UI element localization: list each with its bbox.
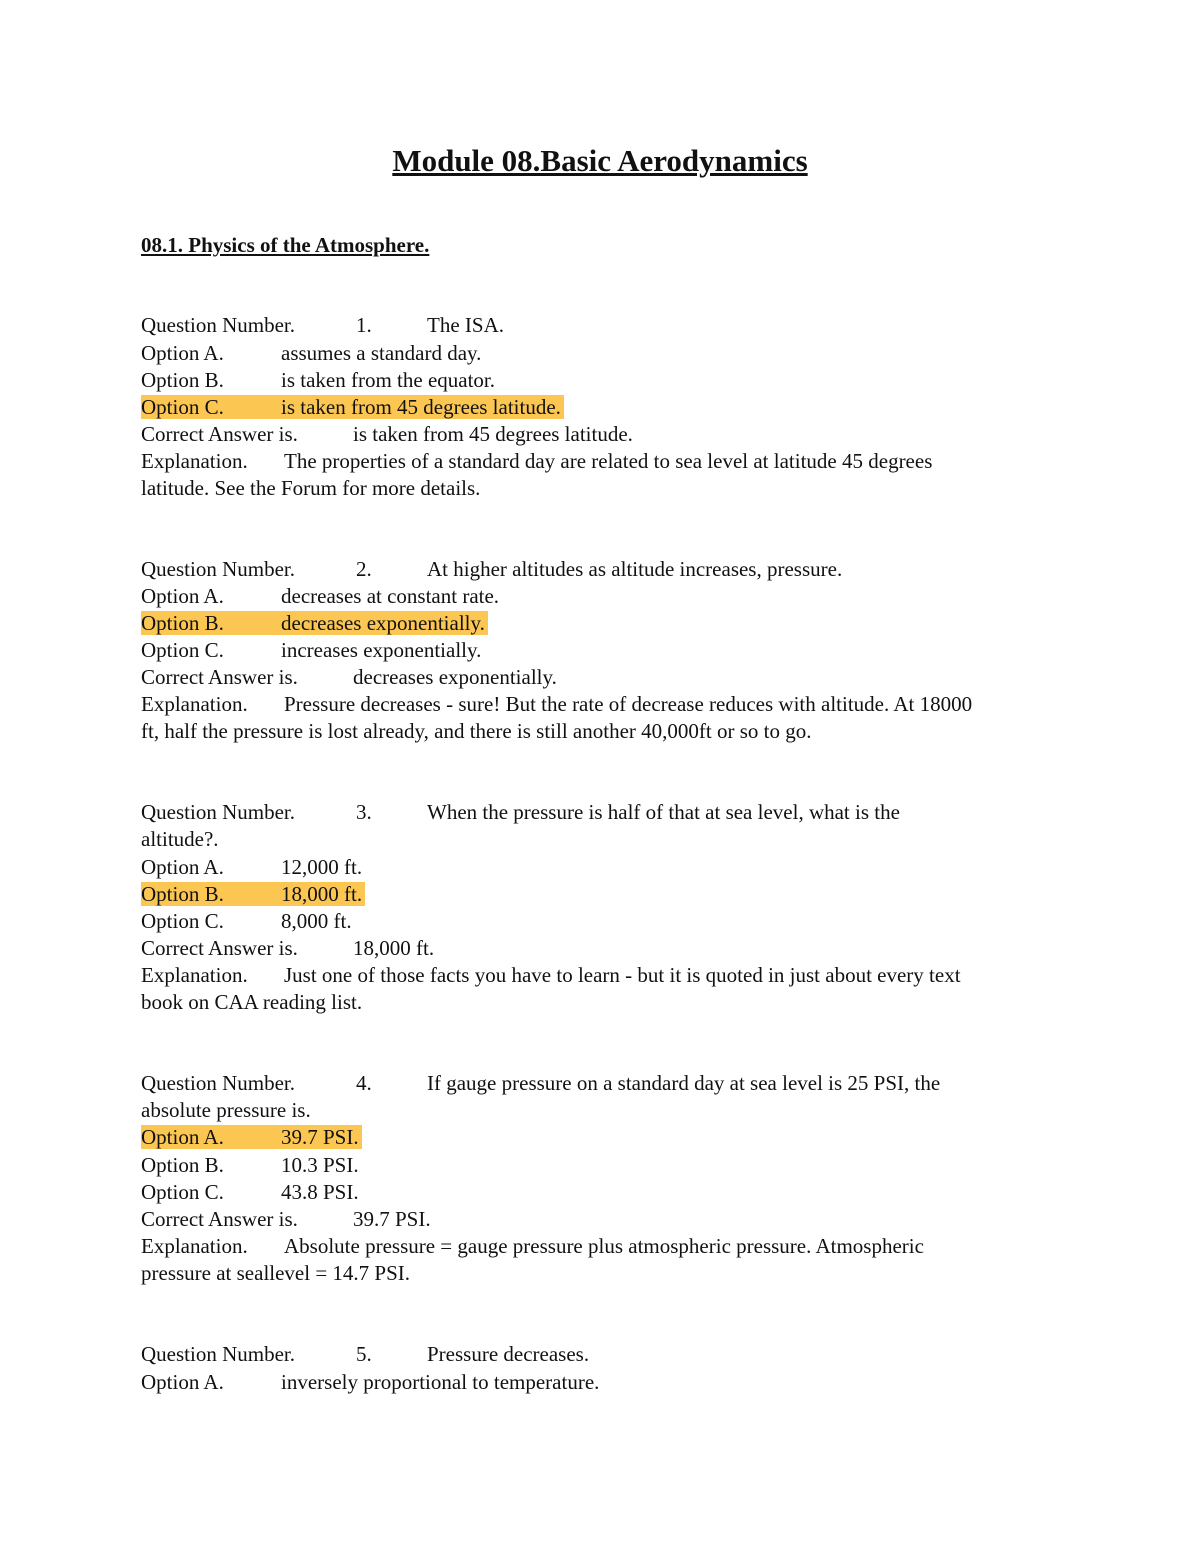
question-label: Question Number. <box>141 557 295 581</box>
answer-label: Correct Answer is. <box>141 1207 298 1231</box>
question-line <box>141 1070 940 1097</box>
answer-text: 18,000 ft. <box>353 936 435 960</box>
option-b <box>141 1152 359 1179</box>
option-a <box>141 340 481 367</box>
question-line <box>141 799 900 826</box>
explanation-text: The properties of a standard day are related to sea level at latitude 45 degrees <box>284 449 933 473</box>
explanation-text: Pressure decreases - sure! But the rate of decrease reduces with altitude. At 18000 <box>284 692 973 716</box>
answer-text: is taken from 45 degrees latitude. <box>353 422 633 446</box>
question-text-continued: altitude?. <box>141 827 219 851</box>
question-text: The ISA. <box>427 313 504 337</box>
option-text: is taken from the equator. <box>281 368 496 392</box>
option-label: Option B. <box>141 611 224 635</box>
answer-label: Correct Answer is. <box>141 936 298 960</box>
option-c <box>141 908 352 935</box>
explanation-text: Just one of those facts you have to learn - but it is quoted in just about every text <box>284 963 961 987</box>
option-text: 43.8 PSI. <box>281 1180 359 1204</box>
option-a-highlighted <box>141 1124 362 1151</box>
explanation-label: Explanation. <box>141 963 248 987</box>
option-c-highlighted <box>141 394 564 421</box>
option-label: Option A. <box>141 1370 224 1394</box>
answer-text: 39.7 PSI. <box>353 1207 431 1231</box>
correct-answer <box>141 1206 431 1233</box>
option-label: Option C. <box>141 909 224 933</box>
question-line <box>141 556 842 583</box>
correct-option-highlight <box>141 882 365 906</box>
section-heading: 08.1. Physics of the Atmosphere. <box>141 233 430 257</box>
option-label: Option A. <box>141 341 224 365</box>
question-text-continued: absolute pressure is. <box>141 1098 311 1122</box>
option-label: Option B. <box>141 882 224 906</box>
explanation-continued: pressure at seallevel = 14.7 PSI. <box>141 1261 411 1285</box>
question-label: Question Number. <box>141 800 295 824</box>
explanation-continued: ft, half the pressure is lost already, and there is still another 40,000ft or so to go. <box>141 719 812 743</box>
explanation-label: Explanation. <box>141 449 248 473</box>
answer-label: Correct Answer is. <box>141 422 298 446</box>
option-text: decreases at constant rate. <box>281 584 500 608</box>
correct-option-highlight <box>141 395 564 419</box>
option-text: 18,000 ft. <box>281 882 363 906</box>
explanation-label: Explanation. <box>141 1234 248 1258</box>
option-b <box>141 367 495 394</box>
question-label: Question Number. <box>141 1071 295 1095</box>
option-text: decreases exponentially. <box>281 611 485 635</box>
option-label: Option A. <box>141 855 224 879</box>
correct-answer <box>141 935 434 962</box>
option-a <box>141 583 499 610</box>
option-text: 12,000 ft. <box>281 855 363 879</box>
question-number: 3. <box>356 800 372 824</box>
explanation <box>141 691 972 718</box>
option-a <box>141 854 362 881</box>
question-line <box>141 1341 589 1368</box>
question-number: 5. <box>356 1342 372 1366</box>
explanation <box>141 1233 924 1260</box>
option-c <box>141 1179 359 1206</box>
question-text: At higher altitudes as altitude increases, pressure. <box>427 557 843 581</box>
option-label: Option A. <box>141 1125 224 1149</box>
question-number: 2. <box>356 557 372 581</box>
option-c <box>141 637 481 664</box>
question-label: Question Number. <box>141 313 295 337</box>
correct-answer <box>141 664 557 691</box>
question-text: When the pressure is half of that at sea level, what is the <box>427 800 900 824</box>
explanation-label: Explanation. <box>141 692 248 716</box>
correct-option-highlight <box>141 611 488 635</box>
page-title: Module 08.Basic Aerodynamics <box>392 143 808 178</box>
explanation <box>141 962 961 989</box>
correct-option-highlight <box>141 1125 362 1149</box>
answer-label: Correct Answer is. <box>141 665 298 689</box>
option-label: Option B. <box>141 1153 224 1177</box>
option-label: Option B. <box>141 368 224 392</box>
correct-answer <box>141 421 633 448</box>
question-line <box>141 312 504 339</box>
option-label: Option C. <box>141 638 224 662</box>
option-label: Option C. <box>141 1180 224 1204</box>
question-text: Pressure decreases. <box>427 1342 590 1366</box>
option-b-highlighted <box>141 610 488 637</box>
option-label: Option C. <box>141 395 224 419</box>
option-text: increases exponentially. <box>281 638 482 662</box>
option-text: assumes a standard day. <box>281 341 482 365</box>
option-text: is taken from 45 degrees latitude. <box>281 395 561 419</box>
option-a <box>141 1369 599 1396</box>
question-text: If gauge pressure on a standard day at sea level is 25 PSI, the <box>427 1071 941 1095</box>
question-number: 1. <box>356 313 372 337</box>
explanation-continued: latitude. See the Forum for more details. <box>141 476 481 500</box>
option-text: 8,000 ft. <box>281 909 352 933</box>
option-b-highlighted <box>141 881 365 908</box>
explanation <box>141 448 932 475</box>
explanation-text: Absolute pressure = gauge pressure plus atmospheric pressure. Atmospheric <box>284 1234 924 1258</box>
answer-text: decreases exponentially. <box>353 665 557 689</box>
option-text: 10.3 PSI. <box>281 1153 359 1177</box>
option-label: Option A. <box>141 584 224 608</box>
option-text: 39.7 PSI. <box>281 1125 359 1149</box>
question-number: 4. <box>356 1071 372 1095</box>
option-text: inversely proportional to temperature. <box>281 1370 600 1394</box>
question-label: Question Number. <box>141 1342 295 1366</box>
explanation-continued: book on CAA reading list. <box>141 990 363 1014</box>
